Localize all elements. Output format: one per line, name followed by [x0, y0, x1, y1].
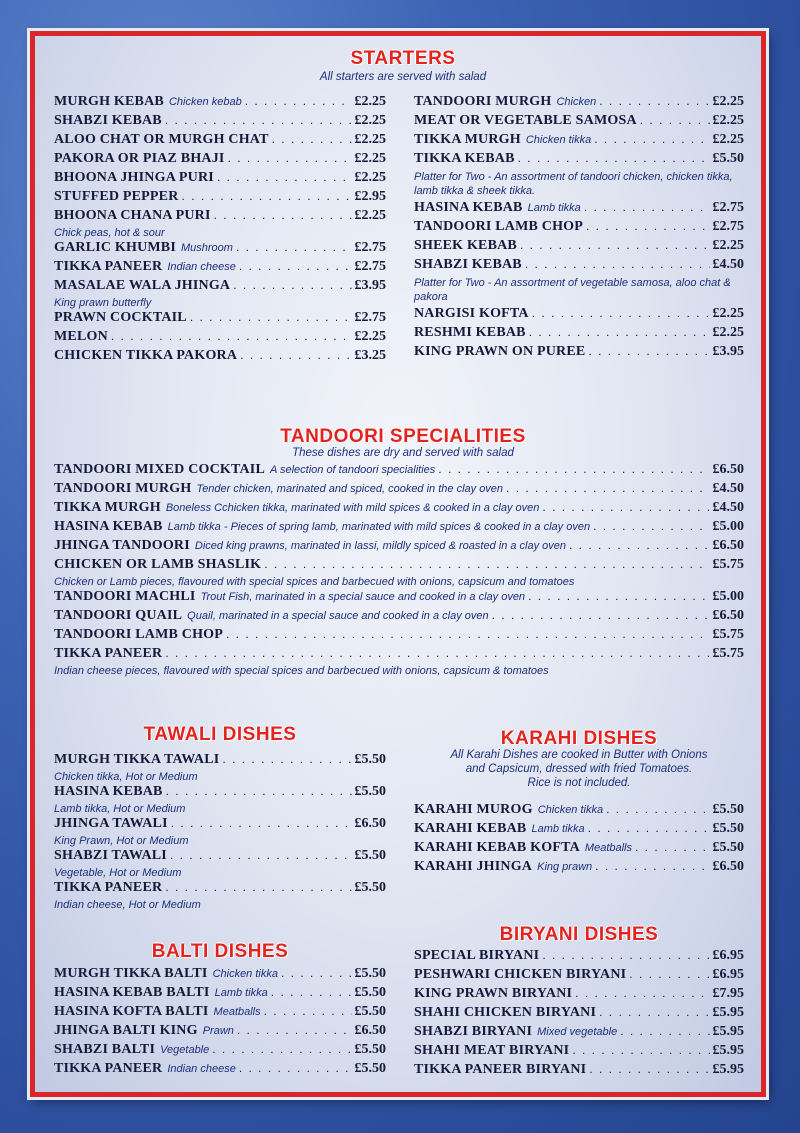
item-price: £2.75	[712, 200, 744, 215]
item-name: SHABZI KEBAB	[414, 257, 522, 272]
item-name: NARGISI KOFTA	[414, 306, 529, 321]
dot-leader	[525, 257, 710, 271]
dot-leader	[264, 1004, 352, 1018]
item-note: Platter for Two - An assortment of tandoori chicken, chicken tikka, lamb tikka & sheek tikka.	[414, 171, 733, 197]
menu-item	[414, 238, 744, 257]
dot-leader	[165, 646, 709, 660]
starters-heading: STARTERS	[350, 48, 456, 69]
dot-leader	[589, 1062, 709, 1076]
item-name: TANDOORI LAMB CHOP	[54, 627, 224, 642]
item-price: £2.25	[354, 151, 386, 166]
menu-item	[54, 462, 744, 481]
menu-item	[54, 500, 744, 519]
biryani-list	[414, 948, 744, 1081]
item-name: KARAHI KEBAB KOFTA	[414, 840, 580, 855]
item-name: TIKKA MURGH	[414, 132, 521, 147]
menu-item	[54, 519, 744, 538]
menu-item	[54, 240, 386, 259]
dot-leader	[542, 500, 709, 514]
dot-leader	[529, 325, 710, 339]
dot-leader	[620, 1024, 709, 1038]
item-name: PESHWARI CHICKEN BIRYANI	[414, 967, 627, 982]
biryani-heading: BIRYANI DISHES	[499, 924, 659, 945]
dot-leader	[182, 189, 352, 203]
item-price: £5.00	[712, 589, 744, 604]
starters-subtitle: All starters are served with salad	[319, 71, 487, 83]
item-name: TIKKA PANEER	[54, 646, 163, 661]
item-description: Chicken tikka	[525, 134, 592, 146]
menu-item	[54, 985, 386, 1004]
item-price: £5.50	[354, 985, 386, 1000]
item-name: TANDOORI MIXED COCKTAIL	[54, 462, 265, 477]
item-price: £5.95	[712, 1024, 744, 1039]
dot-leader	[599, 94, 709, 108]
menu-item	[54, 784, 386, 803]
tawali-heading: TAWALI DISHES	[143, 724, 297, 745]
item-name: TIKKA KEBAB	[414, 151, 515, 166]
menu-item	[54, 1042, 386, 1061]
menu-item	[54, 94, 386, 113]
item-name: KARAHI JHINGA	[414, 859, 533, 874]
menu-item	[54, 113, 386, 132]
item-name: HASINA KEBAB	[54, 519, 163, 534]
item-name: KING PRAWN ON PUREE	[414, 344, 586, 359]
item-description: A selection of tandoori specialities	[269, 464, 436, 476]
menu-item	[54, 816, 386, 835]
karahi-subtitle-line: and Capsicum, dressed with fried Tomatoes.	[465, 763, 693, 775]
item-name: KARAHI KEBAB	[414, 821, 527, 836]
item-price: £6.95	[712, 948, 744, 963]
dot-leader	[240, 348, 351, 362]
item-description: Indian cheese	[167, 1063, 236, 1075]
dot-leader	[640, 113, 710, 127]
dot-leader	[190, 310, 352, 324]
item-description: Trout Fish, marinated in a special sauce and cooked in a clay oven	[200, 591, 526, 603]
item-name: TANDOORI MURGH	[414, 94, 552, 109]
item-price: £5.75	[712, 646, 744, 661]
item-price: £2.95	[354, 189, 386, 204]
item-price: £6.50	[712, 859, 744, 874]
menu-item	[54, 259, 386, 278]
karahi-list	[414, 802, 744, 878]
item-price: £6.50	[354, 816, 386, 831]
item-name: JHINGA TAWALI	[54, 816, 168, 831]
item-name: BHOONA CHANA PURI	[54, 208, 211, 223]
item-name: MURGH TIKKA TAWALI	[54, 752, 220, 767]
dot-leader	[281, 966, 352, 980]
item-name: TANDOORI MACHLI	[54, 589, 196, 604]
menu-item	[414, 113, 744, 132]
starters-left-column	[54, 94, 386, 367]
menu-item	[54, 151, 386, 170]
item-price: £3.25	[354, 348, 386, 363]
item-description: Tender chicken, marinated and spiced, cooked in the clay oven	[196, 483, 504, 495]
item-name: MURGH TIKKA BALTI	[54, 966, 208, 981]
dot-leader	[170, 848, 352, 862]
item-name: SHABZI BALTI	[54, 1042, 156, 1057]
item-name: CHICKEN OR LAMB SHASLIK	[54, 557, 262, 572]
menu-item	[414, 840, 744, 859]
menu-item	[54, 646, 744, 665]
menu-item	[414, 821, 744, 840]
item-price: £4.50	[712, 257, 744, 272]
menu-item	[54, 1061, 386, 1080]
item-price: £5.50	[354, 752, 386, 767]
menu-item	[54, 1004, 386, 1023]
dot-leader	[518, 151, 710, 165]
menu-item	[54, 170, 386, 189]
tandoori-list	[54, 462, 744, 678]
dot-leader	[239, 1061, 352, 1075]
item-price: £2.25	[354, 94, 386, 109]
item-description: Mushroom	[181, 242, 233, 254]
item-description: Quail, marinated in a special sauce and cooked in a clay oven	[187, 610, 489, 622]
item-price: £3.95	[712, 344, 744, 359]
menu-item	[414, 859, 744, 878]
item-price: £2.75	[354, 310, 386, 325]
menu-item	[414, 132, 744, 151]
item-description: Chicken kebab	[168, 96, 242, 108]
menu-item	[54, 752, 386, 771]
item-name: MELON	[54, 329, 108, 344]
item-name: PRAWN COCKTAIL	[54, 310, 187, 325]
dot-leader	[171, 816, 352, 830]
menu-item	[414, 257, 744, 276]
item-note: King Prawn, Hot or Medium	[54, 835, 189, 847]
item-name: SHABZI TAWALI	[54, 848, 167, 863]
item-price: £3.95	[354, 278, 386, 293]
dot-leader	[438, 462, 709, 476]
item-name: JHINGA BALTI KING	[54, 1023, 198, 1038]
item-price: £6.50	[712, 538, 744, 553]
item-price: £5.50	[354, 1042, 386, 1057]
item-name: ALOO CHAT OR MURGH CHAT	[54, 132, 269, 147]
menu-item	[54, 329, 386, 348]
item-note: Lamb tikka, Hot or Medium	[54, 803, 186, 815]
karahi-subtitle-line: All Karahi Dishes are cooked in Butter with Onions	[450, 749, 708, 761]
item-name: TIKKA PANEER BIRYANI	[414, 1062, 587, 1077]
item-price: £6.50	[712, 608, 744, 623]
menu-item	[54, 481, 744, 500]
item-price: £6.50	[354, 1023, 386, 1038]
menu-item	[414, 1005, 744, 1024]
menu-item	[54, 966, 386, 985]
menu-item	[54, 208, 386, 227]
item-price: £2.25	[354, 329, 386, 344]
item-description: Diced king prawns, marinated in lassi, mildly spiced & roasted in a clay oven	[194, 540, 567, 552]
item-price: £4.50	[712, 481, 744, 496]
menu-item	[414, 1024, 744, 1043]
item-name: SHABZI BIRYANI	[414, 1024, 533, 1039]
item-name: TIKKA MURGH	[54, 500, 161, 515]
dot-leader	[594, 132, 709, 146]
item-note: Indian cheese, Hot or Medium	[54, 899, 201, 911]
menu-item	[414, 1043, 744, 1062]
item-note: Platter for Two - An assortment of vegetable samosa, aloo chat & pakora	[414, 277, 731, 303]
item-name: TANDOORI MURGH	[54, 481, 192, 496]
dot-leader	[542, 948, 709, 962]
dot-leader	[584, 200, 710, 214]
dot-leader	[226, 627, 709, 641]
dot-leader	[528, 589, 709, 603]
item-name: GARLIC KHUMBI	[54, 240, 176, 255]
item-name: CHICKEN TIKKA PAKORA	[54, 348, 238, 363]
dot-leader	[272, 132, 352, 146]
item-price: £5.95	[712, 1043, 744, 1058]
menu-item	[54, 278, 386, 297]
item-name: SHEEK KEBAB	[414, 238, 517, 253]
dot-leader	[212, 1042, 351, 1056]
item-description: Boneless Cchicken tikka, marinated with mild spices & cooked in a clay oven	[165, 502, 540, 514]
item-price: £2.25	[354, 170, 386, 185]
item-price: £5.50	[354, 784, 386, 799]
item-price: £2.25	[712, 94, 744, 109]
item-name: TIKKA PANEER	[54, 1061, 163, 1076]
item-price: £5.50	[712, 821, 744, 836]
item-description: Chicken tikka	[537, 804, 604, 816]
menu-item	[54, 848, 386, 867]
item-description: Meatballs	[213, 1006, 261, 1018]
dot-leader	[572, 1043, 709, 1057]
item-price: £2.25	[712, 132, 744, 147]
item-name: JHINGA TANDOORI	[54, 538, 190, 553]
menu-item	[54, 189, 386, 208]
item-price: £4.50	[712, 500, 744, 515]
dot-leader	[217, 170, 352, 184]
item-price: £6.95	[712, 967, 744, 982]
item-name: TIKKA PANEER	[54, 259, 163, 274]
menu-item	[414, 1062, 744, 1081]
karahi-subtitle	[414, 748, 744, 790]
item-price: £6.50	[712, 462, 744, 477]
item-note: Chicken tikka, Hot or Medium	[54, 771, 198, 783]
menu-item	[414, 325, 744, 344]
dot-leader	[271, 985, 352, 999]
item-description: Prawn	[202, 1025, 234, 1037]
item-price: £5.50	[354, 848, 386, 863]
menu-item	[414, 94, 744, 113]
dot-leader	[264, 557, 709, 571]
menu-item	[414, 200, 744, 219]
menu-item	[54, 880, 386, 899]
dot-leader	[245, 94, 352, 108]
dot-leader	[236, 240, 352, 254]
menu-item	[414, 219, 744, 238]
item-price: £5.50	[354, 1061, 386, 1076]
item-price: £5.50	[712, 151, 744, 166]
menu-item	[414, 986, 744, 1005]
item-note: Chick peas, hot & sour	[54, 227, 165, 239]
starters-right-column	[414, 94, 744, 363]
item-price: £5.95	[712, 1005, 744, 1020]
item-note: King prawn butterfly	[54, 297, 152, 309]
item-price: £7.95	[712, 986, 744, 1001]
dot-leader	[237, 1023, 352, 1037]
tandoori-subtitle: These dishes are dry and served with salad	[292, 447, 514, 459]
menu-item	[414, 967, 744, 986]
balti-heading: BALTI DISHES	[151, 941, 289, 962]
menu-item	[54, 538, 744, 557]
item-name: PAKORA OR PIAZ BHAJI	[54, 151, 225, 166]
menu-item	[54, 589, 744, 608]
item-price: £5.50	[354, 1004, 386, 1019]
item-price: £2.25	[354, 132, 386, 147]
menu-item	[54, 627, 744, 646]
item-price: £5.50	[354, 966, 386, 981]
dot-leader	[569, 538, 709, 552]
menu-item	[414, 948, 744, 967]
item-name: BHOONA JHINGA PURI	[54, 170, 214, 185]
item-description: Lamb tikka	[214, 987, 268, 999]
item-price: £2.25	[354, 208, 386, 223]
item-name: SHAHI CHICKEN BIRYANI	[414, 1005, 597, 1020]
karahi-subtitle-line: Rice is not included.	[527, 777, 631, 789]
item-note: Indian cheese pieces, flavoured with special spices and barbecued with onions, capsicum & tomatoes	[54, 665, 549, 677]
item-description: Chicken tikka	[212, 968, 278, 980]
menu-item	[414, 802, 744, 821]
dot-leader	[575, 986, 709, 1000]
item-price: £2.75	[354, 259, 386, 274]
item-description: Vegetable	[160, 1044, 210, 1056]
tandoori-heading: TANDOORI SPECIALITIES	[280, 426, 526, 447]
menu-item	[54, 132, 386, 151]
dot-leader	[214, 208, 352, 222]
item-price: £5.00	[712, 519, 744, 534]
item-price: £5.75	[712, 627, 744, 642]
item-name: TANDOORI LAMB CHOP	[414, 219, 584, 234]
dot-leader	[165, 113, 352, 127]
item-price: £2.25	[712, 113, 744, 128]
menu-item	[54, 608, 744, 627]
item-price: £2.25	[712, 325, 744, 340]
menu-item	[414, 306, 744, 325]
item-price: £5.50	[712, 840, 744, 855]
item-price: £2.25	[354, 113, 386, 128]
item-name: STUFFED PEPPER	[54, 189, 179, 204]
menu-item	[54, 557, 744, 576]
dot-leader	[506, 481, 709, 495]
item-description: Chicken	[556, 96, 597, 108]
dot-leader	[588, 344, 709, 358]
dot-leader	[492, 608, 710, 622]
menu-page	[30, 31, 766, 1097]
item-name: TANDOORI QUAIL	[54, 608, 183, 623]
dot-leader	[165, 880, 351, 894]
menu-item	[414, 151, 744, 170]
item-name: MEAT OR VEGETABLE SAMOSA	[414, 113, 637, 128]
dot-leader	[520, 238, 710, 252]
tawali-list	[54, 752, 386, 912]
item-price: £2.75	[712, 219, 744, 234]
dot-leader	[532, 306, 710, 320]
karahi-heading: KARAHI DISHES	[500, 728, 658, 749]
item-name: SHABZI KEBAB	[54, 113, 162, 128]
item-note: Vegetable, Hot or Medium	[54, 867, 182, 879]
item-price: £5.50	[712, 802, 744, 817]
item-name: HASINA KEBAB	[54, 784, 163, 799]
item-name: HASINA KEBAB	[414, 200, 523, 215]
dot-leader	[588, 821, 710, 835]
item-description: Lamb tikka	[527, 202, 581, 214]
item-price: £5.75	[712, 557, 744, 572]
dot-leader	[233, 278, 351, 292]
dot-leader	[228, 151, 352, 165]
dot-leader	[595, 859, 709, 873]
menu-item	[54, 310, 386, 329]
item-name: MURGH KEBAB	[54, 94, 164, 109]
dot-leader	[599, 1005, 709, 1019]
dot-leader	[111, 329, 352, 343]
dot-leader	[635, 840, 710, 854]
item-description: Meatballs	[584, 842, 632, 854]
item-name: TIKKA PANEER	[54, 880, 163, 895]
item-name: SHAHI MEAT BIRYANI	[414, 1043, 570, 1058]
balti-list	[54, 966, 386, 1080]
item-name: MASALAE WALA JHINGA	[54, 278, 231, 293]
item-description: Indian cheese	[167, 261, 236, 273]
item-price: £2.25	[712, 238, 744, 253]
item-description: Mixed vegetable	[537, 1026, 618, 1038]
menu-item	[414, 344, 744, 363]
item-price: £5.50	[354, 880, 386, 895]
item-note: Chicken or Lamb pieces, flavoured with special spices and barbecued with onions, capsicum and tomatoes	[54, 576, 575, 588]
dot-leader	[166, 784, 352, 798]
dot-leader	[606, 802, 709, 816]
item-name: SPECIAL BIRYANI	[414, 948, 540, 963]
item-description: Lamb tikka	[531, 823, 585, 835]
dot-leader	[586, 219, 709, 233]
item-price: £5.95	[712, 1062, 744, 1077]
item-name: KING PRAWN BIRYANI	[414, 986, 573, 1001]
dot-leader	[629, 967, 709, 981]
menu-item	[54, 1023, 386, 1042]
item-name: RESHMI KEBAB	[414, 325, 526, 340]
item-name: HASINA KEBAB BALTI	[54, 985, 210, 1000]
item-description: Lamb tikka - Pieces of spring lamb, marinated with mild spices & cooked in a clay oven	[167, 521, 591, 533]
item-price: £2.75	[354, 240, 386, 255]
item-name: HASINA KOFTA BALTI	[54, 1004, 209, 1019]
dot-leader	[222, 752, 351, 766]
dot-leader	[239, 259, 352, 273]
dot-leader	[593, 519, 709, 533]
item-name: KARAHI MUROG	[414, 802, 533, 817]
item-description: King prawn	[537, 861, 593, 873]
item-price: £2.25	[712, 306, 744, 321]
menu-item	[54, 348, 386, 367]
